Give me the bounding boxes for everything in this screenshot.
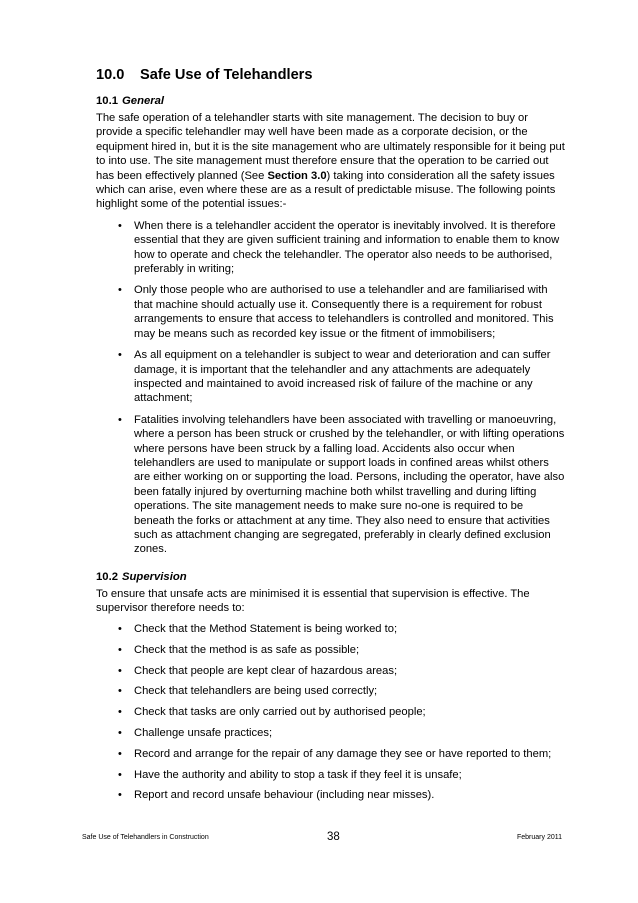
subsection-heading-supervision: [96, 570, 566, 584]
bullet-icon: •: [118, 747, 122, 760]
bullet-icon: •: [118, 706, 122, 719]
bullet-icon: •: [118, 284, 122, 297]
subsection-heading-general: [96, 94, 566, 108]
general-paragraph: The safe operation of a telehandler starts with site management. The decision to buy or provide a specific telehandler may well have been made as a corporate decision, or the equipment hired in, but it is the site management who are ultimately responsible for it being put to into use. The site management must therefore ensure that the operation to be carried out has been effectively planned (See Section 3.0) taking into consideration all the safety issues which can arise, even where these are as a result of predictable misuse. The following points highlight some of the potential issues:-: [96, 112, 565, 211]
supervision-intro: To ensure that unsafe acts are minimised it is essential that supervision is effective. The supervisor therefore needs to:: [96, 587, 530, 615]
subsection-number: 10.1: [96, 95, 118, 107]
subsection-title: General: [122, 95, 165, 107]
bullet-icon: •: [118, 622, 122, 635]
list-item: • Check that people are kept clear of hazardous areas;: [118, 664, 398, 677]
list-item: • Check that the Method Statement is being worked to;: [118, 622, 398, 635]
supervision-bullet-list: [96, 622, 566, 803]
bullet-icon: •: [118, 726, 122, 739]
subsection-number: 10.2: [96, 570, 118, 583]
bullet-icon: •: [118, 413, 122, 426]
section-reference: Section 3.0: [267, 169, 327, 182]
list-item: • Only those people who are authorised to use a telehandler and are familiarised with that machine should actually use it. Consequently there is a requirement for robust arrangements to ensure that access to telehandlers is controlled and monitored. This may be means such as recorded key issue or the fitment of immobilisers;: [118, 284, 554, 340]
general-bullet-list: [96, 219, 566, 557]
list-item: • Report and record unsafe behaviour (including near misses).: [118, 789, 435, 802]
list-item: • Have the authority and ability to stop a task if they feel it is unsafe;: [118, 768, 462, 781]
list-item: • Check that telehandlers are being used correctly;: [118, 685, 378, 698]
bullet-icon: •: [118, 789, 122, 802]
bullet-icon: •: [118, 768, 122, 781]
page-number: 38: [327, 831, 340, 843]
bullet-icon: •: [118, 219, 122, 232]
list-item: • As all equipment on a telehandler is subject to wear and deterioration and can suffer damage, it is important that the telehandler and any attachments are adequately inspected and maintained to avoid increased risk of failure of the machine or any attachment;: [118, 349, 551, 405]
page-footer: [82, 831, 562, 847]
list-item: • Check that the method is as safe as possible;: [118, 643, 360, 656]
list-item: • Challenge unsafe practices;: [118, 726, 273, 739]
section-title: Safe Use of Telehandlers: [140, 67, 313, 83]
list-item: • Check that tasks are only carried out by authorised people;: [118, 706, 426, 719]
section-number: 10.0: [96, 67, 125, 83]
footer-date: February 2011: [516, 834, 562, 841]
list-item: • When there is a telehandler accident the operator is inevitably involved. It is therefore essential that they are given sufficient training and information to enable them to know how to operate and check the telehandler. The operator also needs to be authorised, preferably in writing;: [118, 219, 560, 276]
list-item: • Record and arrange for the repair of any damage they see or have reported to them;: [118, 747, 552, 760]
subsection-title: Supervision: [122, 570, 187, 583]
bullet-icon: •: [118, 685, 122, 698]
supervision-section: [96, 570, 566, 803]
bullet-icon: •: [118, 643, 122, 656]
page-content: [96, 66, 566, 803]
bullet-icon: •: [118, 349, 122, 362]
list-item: • Fatalities involving telehandlers have been associated with travelling or manoeuvring, where a person has been struck or crushed by the telehandler, or with lifting operations where persons have been struck by a falling load. Accidents also occur when telehandlers are used to manipulate or support loads in confined areas whilst others are either working on or supporting the load. Persons, including the operator, have also been fatally injured by overturning machine both whilst travelling and during lifting operations. The site management needs to make sure no-one is required to be beneath the forks or attachment at any time. They also need to ensure that activities such as attachment changing are segregated, preferably in clearly defined exclusion zones.: [118, 413, 565, 556]
section-heading: [96, 66, 566, 84]
footer-document-title: Safe Use of Telehandlers in Construction: [82, 834, 209, 841]
bullet-icon: •: [118, 664, 122, 677]
